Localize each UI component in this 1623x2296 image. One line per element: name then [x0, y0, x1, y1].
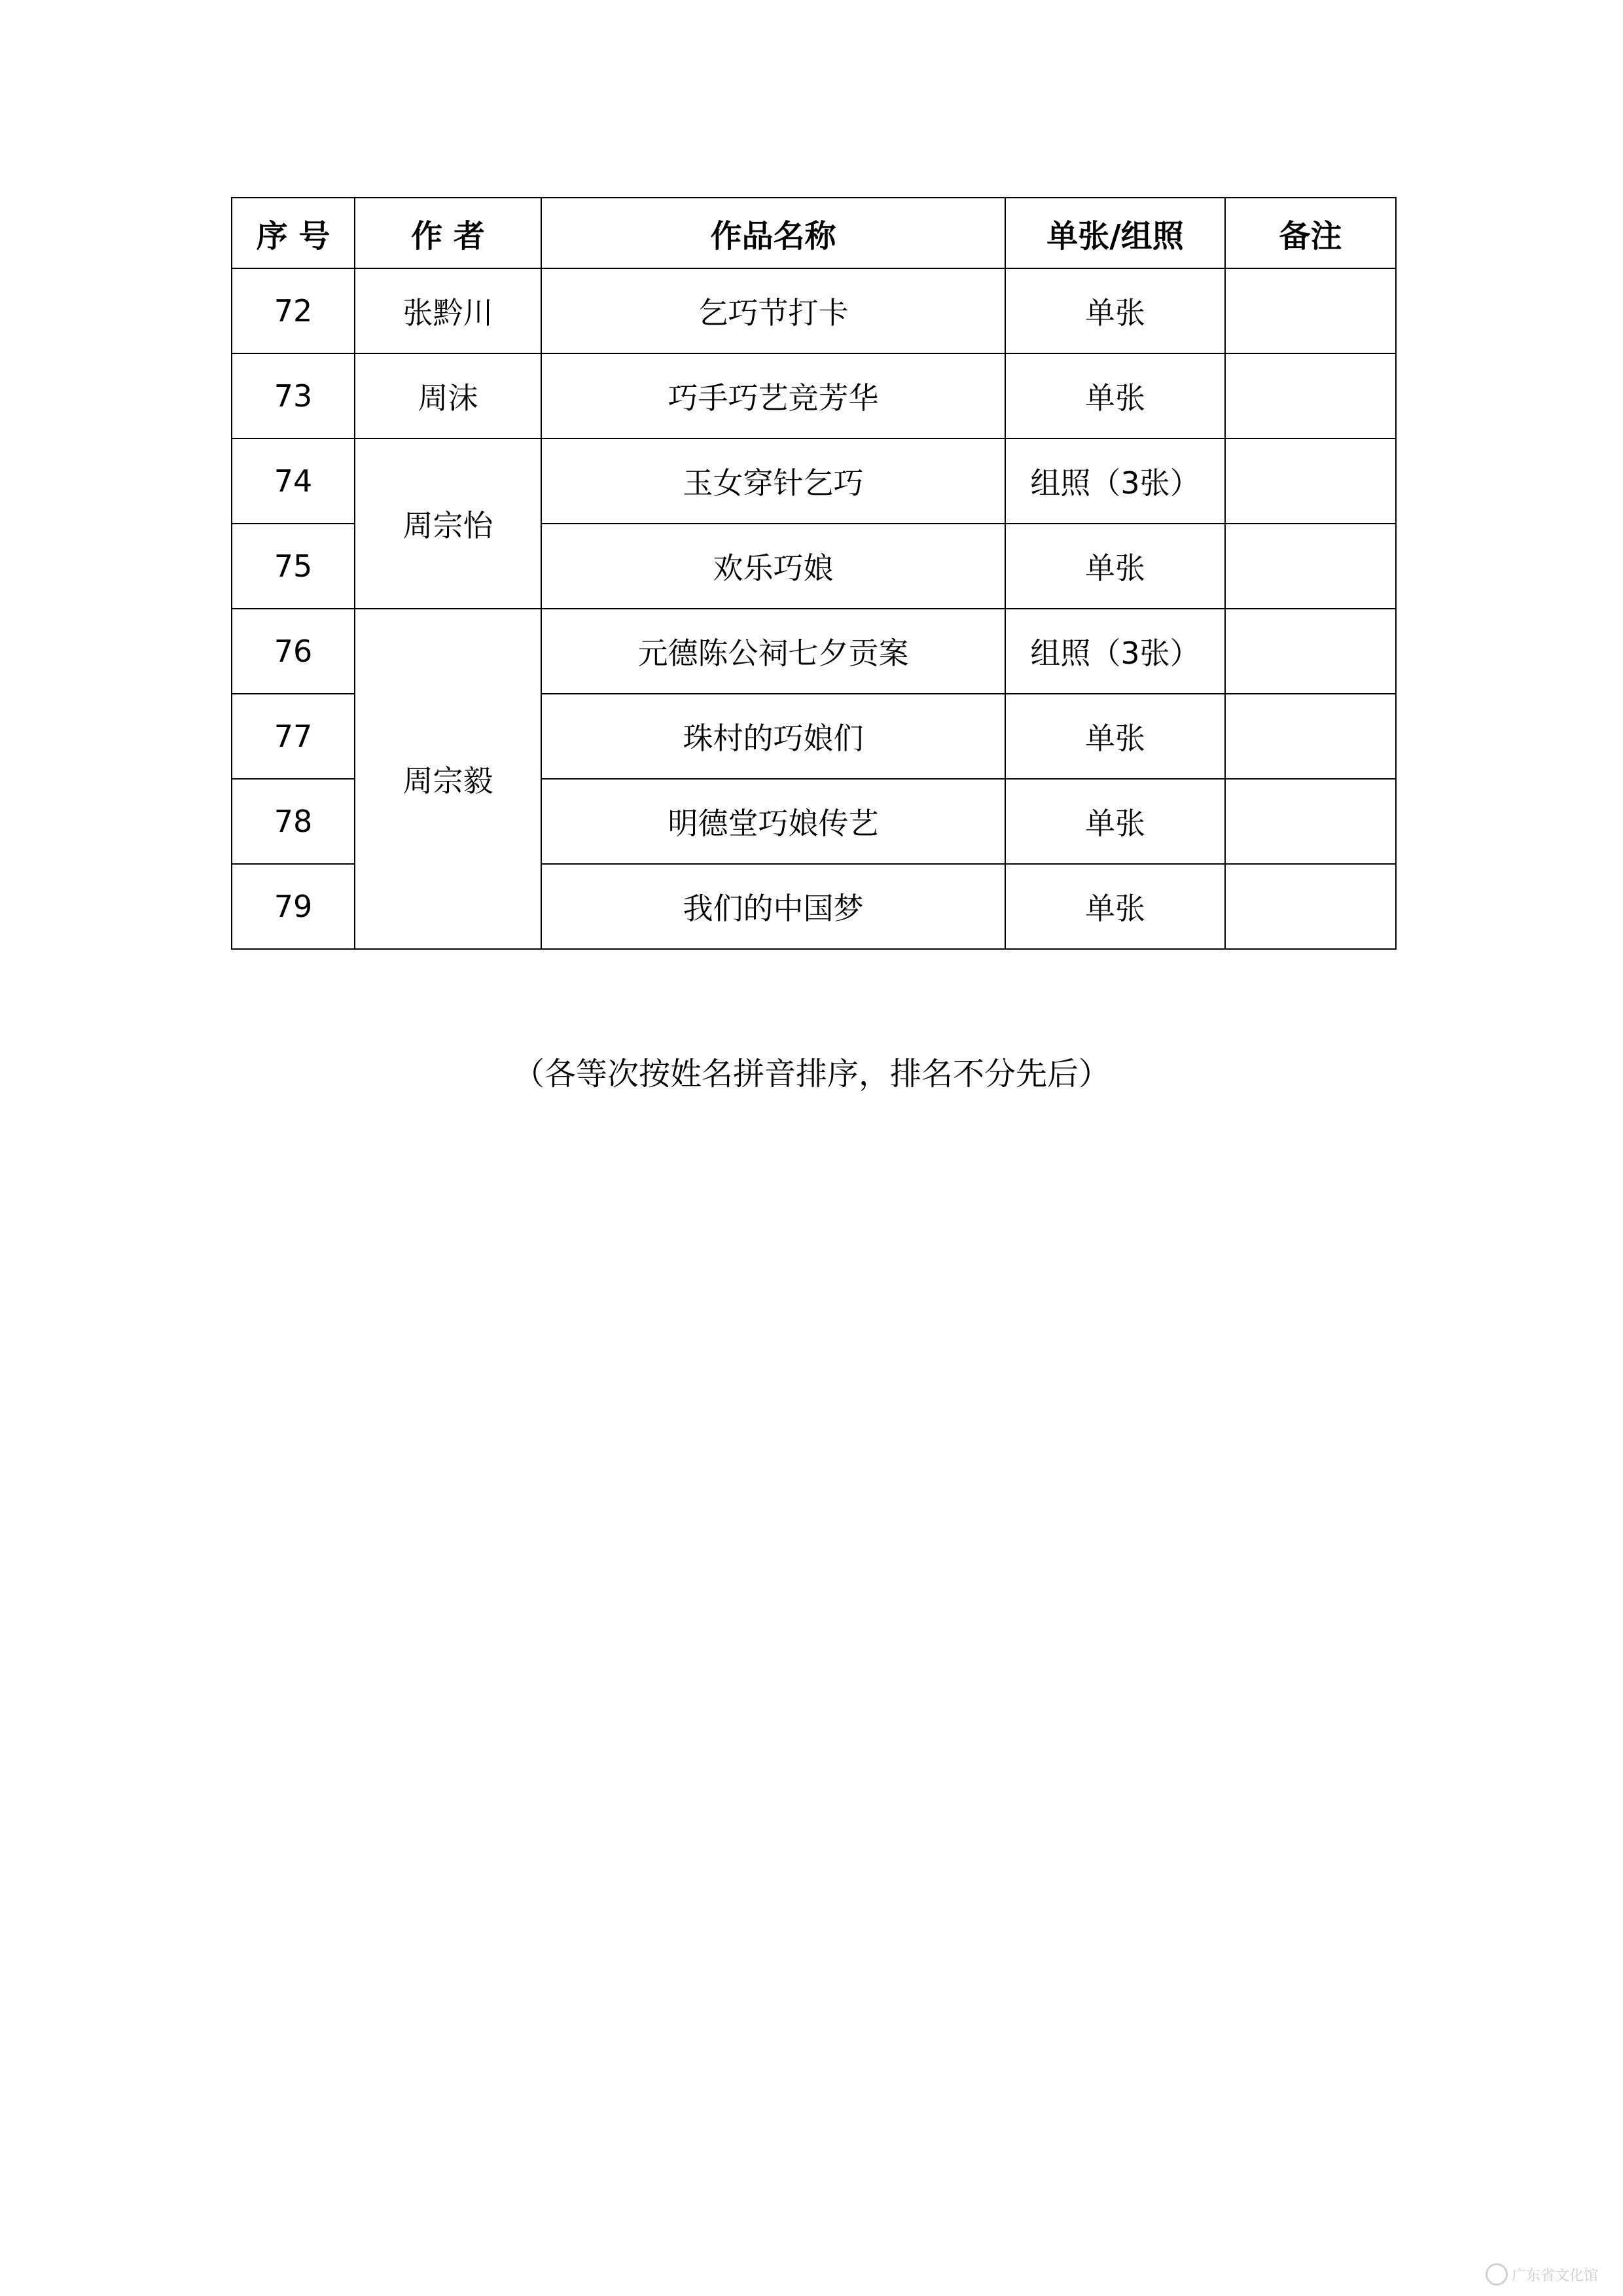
awards-table	[231, 197, 1397, 950]
header-no: 序 号	[232, 198, 355, 268]
cell-title: 珠村的巧娘们	[541, 694, 1005, 779]
header-note: 备注	[1225, 198, 1396, 268]
cell-no: 79	[232, 864, 355, 949]
table-header-row	[232, 198, 1396, 268]
cell-no: 72	[232, 268, 355, 353]
cell-type: 单张	[1005, 694, 1225, 779]
cell-title: 欢乐巧娘	[541, 524, 1005, 609]
cell-note	[1225, 353, 1396, 439]
cell-author: 周宗怡	[355, 439, 541, 609]
watermark-logo-icon	[1486, 2263, 1508, 2286]
cell-note	[1225, 694, 1396, 779]
cell-no: 74	[232, 439, 355, 524]
cell-no: 77	[232, 694, 355, 779]
watermark	[1486, 2261, 1613, 2287]
header-author: 作 者	[355, 198, 541, 268]
cell-note	[1225, 609, 1396, 694]
cell-title: 乞巧节打卡	[541, 268, 1005, 353]
cell-title: 元德陈公祠七夕贡案	[541, 609, 1005, 694]
table-row	[232, 439, 1396, 524]
cell-author: 周沫	[355, 353, 541, 439]
cell-no: 78	[232, 779, 355, 864]
cell-no: 73	[232, 353, 355, 439]
table-row	[232, 353, 1396, 439]
watermark-text: 广东省文化馆	[1512, 2267, 1599, 2284]
cell-type: 单张	[1005, 353, 1225, 439]
cell-note	[1225, 439, 1396, 524]
cell-type: 单张	[1005, 779, 1225, 864]
cell-title: 我们的中国梦	[541, 864, 1005, 949]
cell-author: 张黔川	[355, 268, 541, 353]
table-row	[232, 609, 1396, 694]
cell-title: 巧手巧艺竞芳华	[541, 353, 1005, 439]
cell-type: 单张	[1005, 524, 1225, 609]
cell-note	[1225, 864, 1396, 949]
header-type: 单张/组照	[1005, 198, 1225, 268]
cell-note	[1225, 779, 1396, 864]
table-row	[232, 268, 1396, 353]
header-title: 作品名称	[541, 198, 1005, 268]
cell-type: 单张	[1005, 268, 1225, 353]
cell-title: 玉女穿针乞巧	[541, 439, 1005, 524]
cell-title: 明德堂巧娘传艺	[541, 779, 1005, 864]
cell-author: 周宗毅	[355, 609, 541, 949]
cell-no: 76	[232, 609, 355, 694]
cell-type: 组照（3张）	[1005, 609, 1225, 694]
cell-note	[1225, 268, 1396, 353]
cell-type: 单张	[1005, 864, 1225, 949]
cell-note	[1225, 524, 1396, 609]
cell-no: 75	[232, 524, 355, 609]
footnote: （各等次按姓名拼音排序，排名不分先后）	[512, 1056, 1110, 1092]
cell-type: 组照（3张）	[1005, 439, 1225, 524]
